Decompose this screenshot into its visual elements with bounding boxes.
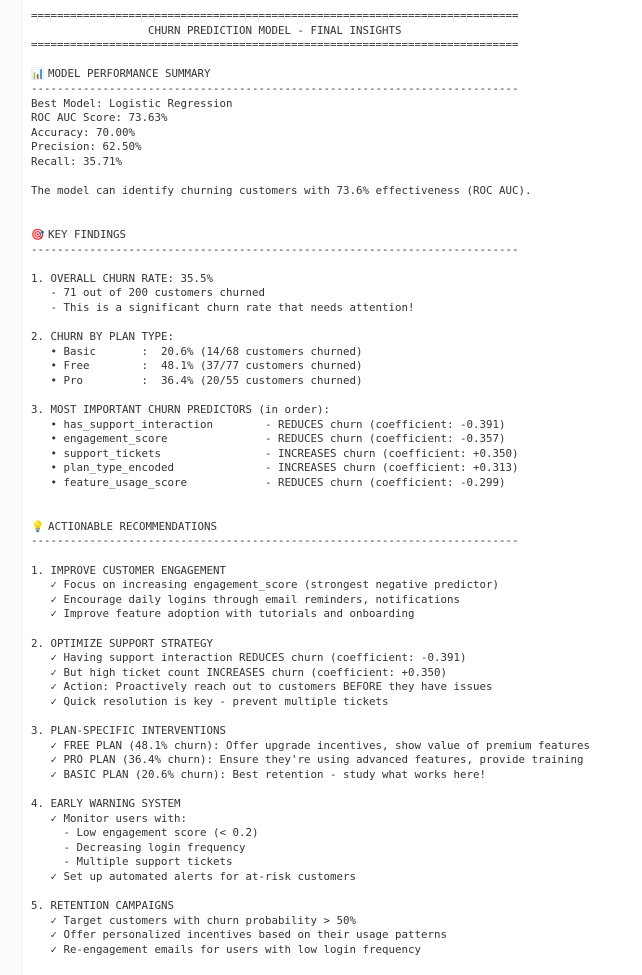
predictor-row: • support_tickets - INCREASES churn (coefficient: +0.350) [31, 446, 519, 460]
rec-line: ✓ Re-engagement emails for users with low login frequency [31, 943, 422, 956]
rec-line: - Multiple support tickets [31, 855, 233, 869]
recommendations-heading: ACTIONABLE RECOMMENDATIONS [48, 519, 218, 533]
metric-roc-auc: ROC AUC Score: 73.63% [31, 111, 168, 125]
cell-output [31, 9, 590, 958]
rec-line: ✓ Focus on increasing engagement_score (strongest negative predictor) [31, 578, 500, 592]
rec-line: ✓ Improve feature adoption with tutorials and onboarding [31, 607, 415, 621]
rec-line: ✓ Action: Proactively reach out to customers BEFORE they have issues [31, 680, 493, 694]
plan-row-basic: • Basic : 20.6% (14/68 customers churned) [31, 344, 363, 358]
churn-rate-line: - 71 out of 200 customers churned [31, 286, 266, 300]
metric-precision: Precision: 62.50% [31, 140, 142, 154]
rec-title-early-warning: 4. EARLY WARNING SYSTEM [31, 797, 181, 811]
plan-row-pro: • Pro : 36.4% (20/55 customers churned) [31, 373, 363, 387]
churn-rate-title: 1. OVERALL CHURN RATE: 35.5% [31, 271, 214, 285]
double-rule-bottom: =========================================================================== [31, 38, 519, 52]
rec-line: ✓ Quick resolution is key - prevent multiple tickets [31, 694, 389, 708]
performance-heading-line [31, 67, 590, 82]
rec-title-engagement: 1. IMPROVE CUSTOMER ENGAGEMENT [31, 563, 227, 577]
performance-summary: The model can identify churning customers with 73.6% effectiveness (ROC AUC). [31, 184, 532, 198]
rule-performance: --------------------------------------------------------------------------- [31, 81, 519, 95]
metric-accuracy: Accuracy: 70.00% [31, 125, 136, 139]
rec-title-plan: 3. PLAN-SPECIFIC INTERVENTIONS [31, 724, 227, 738]
by-plan-title: 2. CHURN BY PLAN TYPE: [31, 330, 175, 344]
rec-title-support: 2. OPTIMIZE SUPPORT STRATEGY [31, 636, 214, 650]
rec-line: ✓ BASIC PLAN (20.6% churn): Best retention - study what works here! [31, 767, 487, 781]
predictors-title: 3. MOST IMPORTANT CHURN PREDICTORS (in order): [31, 403, 331, 417]
rec-line: ✓ Having support interaction REDUCES churn (coefficient: -0.391) [31, 651, 467, 665]
performance-heading: MODEL PERFORMANCE SUMMARY [48, 67, 211, 81]
rec-line: ✓ FREE PLAN (48.1% churn): Offer upgrade incentives, show value of premium features [31, 738, 591, 752]
rec-line: ✓ Monitor users with: [31, 811, 188, 825]
target-icon: 🎯 [31, 227, 45, 241]
churn-rate-line: - This is a significant churn rate that needs attention! [31, 300, 415, 314]
findings-heading-line [31, 228, 590, 243]
double-rule-top: =========================================================================== [31, 9, 519, 22]
metric-recall: Recall: 35.71% [31, 154, 123, 168]
bar-chart-icon: 📊 [31, 67, 45, 81]
rec-line: ✓ Offer personalized incentives based on their usage patterns [31, 928, 448, 942]
rec-title-retention: 5. RETENTION CAMPAIGNS [31, 899, 175, 913]
predictor-row: • feature_usage_score - REDUCES churn (coefficient: -0.299) [31, 476, 506, 489]
predictor-row: • engagement_score - REDUCES churn (coefficient: -0.357) [31, 432, 506, 446]
rec-line: - Low engagement score (< 0.2) [31, 826, 259, 840]
report-title: CHURN PREDICTION MODEL - FINAL INSIGHTS [31, 23, 402, 37]
rec-line: ✓ Set up automated alerts for at-risk customers [31, 870, 357, 884]
rec-line: ✓ Encourage daily logins through email reminders, notifications [31, 592, 461, 606]
rule-findings: --------------------------------------------------------------------------- [31, 242, 519, 256]
output-gutter [0, 0, 22, 975]
predictor-row: • has_support_interaction - REDUCES churn (coefficient: -0.391) [31, 417, 506, 431]
plan-row-free: • Free : 48.1% (37/77 customers churned) [31, 359, 363, 373]
rec-line: ✓ PRO PLAN (36.4% churn): Ensure they're using advanced features, provide training [31, 753, 584, 767]
rec-line: ✓ But high ticket count INCREASES churn (coefficient: +0.350) [31, 665, 448, 679]
findings-heading: KEY FINDINGS [48, 227, 127, 241]
lightbulb-icon: 💡 [31, 519, 45, 533]
metric-best-model: Best Model: Logistic Regression [31, 96, 233, 110]
rec-line: ✓ Target customers with churn probability > 50% [31, 913, 357, 927]
predictor-row: • plan_type_encoded - INCREASES churn (coefficient: +0.313) [31, 461, 519, 475]
recommendations-heading-line [31, 520, 590, 535]
rec-line: - Decreasing login frequency [31, 840, 246, 854]
rule-recommendations: --------------------------------------------------------------------------- [31, 534, 519, 548]
